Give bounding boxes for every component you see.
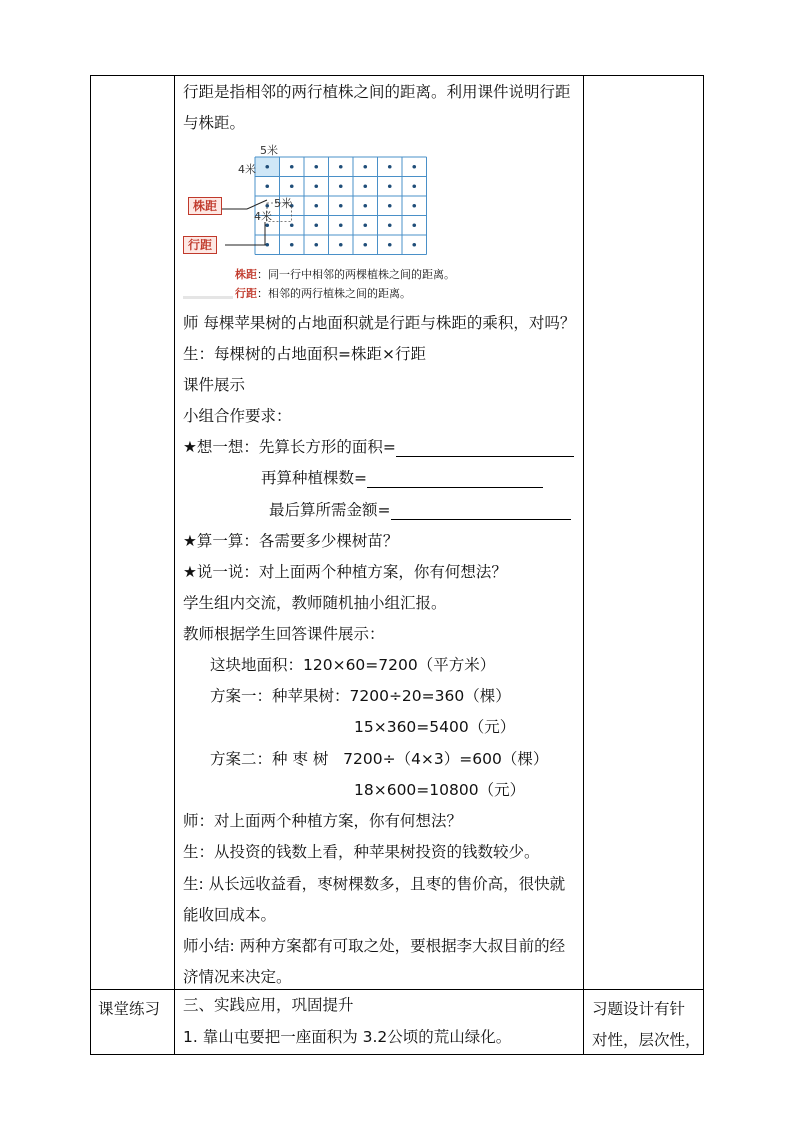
tree-dot xyxy=(388,165,392,169)
tree-dot xyxy=(314,223,318,227)
calc-line: 方案二：种 枣 树 7200÷（4×3）=600（棵） xyxy=(210,750,549,768)
body-line: 教师根据学生回答课件展示： xyxy=(183,625,385,643)
tree-dot xyxy=(290,223,294,227)
body-line xyxy=(183,437,574,457)
body-line: 学生组内交流，教师随机抽小组汇报。 xyxy=(183,594,447,612)
calc-line: 18×600=10800（元） xyxy=(354,781,526,799)
calc-line: 15×360=5400（元） xyxy=(354,718,516,736)
table-top-border xyxy=(90,75,704,76)
row-label-classroom-practice: 课堂练习 xyxy=(98,1000,161,1018)
row-divider xyxy=(90,989,704,990)
intro-line: 行距是指相邻的两行植株之间的距离。利用课件说明行距 xyxy=(183,83,571,101)
dimension-label-inner-left: 4米 xyxy=(254,210,272,223)
tree-dot xyxy=(388,204,392,208)
tree-dot xyxy=(314,165,318,169)
tree-dot xyxy=(339,223,343,227)
body-line: 济情况来决定。 xyxy=(183,968,292,986)
tree-dot xyxy=(363,223,367,227)
design-note: 习题设计有针 xyxy=(592,1000,686,1018)
answer-blank xyxy=(396,440,574,457)
tree-dot xyxy=(290,184,294,188)
tree-dot xyxy=(363,243,367,247)
body-line: ★说一说：对上面两个种植方案，你有何想法？ xyxy=(183,563,507,581)
pointer-line-plant xyxy=(222,200,267,209)
dimension-label-top: 5米 xyxy=(260,144,278,157)
fill-in-prompt: ★想一想：先算长方形的面积= xyxy=(183,438,396,456)
legend-text: ：相邻的两行植株之间的距离。 xyxy=(257,287,411,300)
tree-dot xyxy=(290,243,294,247)
tree-dot xyxy=(388,223,392,227)
body-line: 师 每棵苹果树的占地面积就是行距与株距的乘积，对吗？ xyxy=(183,314,576,332)
legend-row-spacing xyxy=(235,287,411,301)
section-heading: 三、实践应用，巩固提升 xyxy=(183,996,354,1014)
legend-key: 行距 xyxy=(235,287,257,300)
dimension-label-inner-top: 5米 xyxy=(274,197,292,210)
tree-dot xyxy=(363,184,367,188)
table-left-border xyxy=(90,75,91,1055)
intro-line: 与株距。 xyxy=(183,114,246,132)
tree-dot xyxy=(339,204,343,208)
tree-dot xyxy=(412,243,416,247)
calc-line: 方案一：种苹果树：7200÷20=360（棵） xyxy=(210,687,511,705)
tree-dot xyxy=(314,243,318,247)
table-bottom-border xyxy=(90,1054,704,1055)
tree-dot xyxy=(363,204,367,208)
legend-band xyxy=(183,296,233,299)
row-spacing-diagram xyxy=(180,142,480,304)
tree-dot xyxy=(265,165,269,169)
design-note: 对性，层次性， xyxy=(592,1031,701,1049)
tree-dot xyxy=(339,165,343,169)
dimension-label-left: 4米 xyxy=(238,163,256,176)
tree-dot xyxy=(388,184,392,188)
legend-plant-spacing xyxy=(235,268,455,282)
tree-dot xyxy=(290,165,294,169)
column-divider-2 xyxy=(583,75,584,1055)
column-divider-1 xyxy=(174,75,175,1055)
tree-dot xyxy=(265,184,269,188)
body-line: 师小结: 两种方案都有可取之处，要根据李大叔目前的经 xyxy=(183,937,566,955)
pointer-line-row xyxy=(225,222,265,245)
label-plant-spacing: 株距 xyxy=(188,197,222,215)
body-line: 小组合作要求： xyxy=(183,407,292,425)
fill-in-prompt: 再算种植棵数= xyxy=(261,469,367,487)
body-line: ★算一算：各需要多少棵树苗？ xyxy=(183,532,399,550)
legend-text: ：同一行中相邻的两棵植株之间的距离。 xyxy=(257,268,455,281)
legend-key: 株距 xyxy=(235,268,257,281)
calc-line: 这块地面积：120×60=7200（平方米） xyxy=(210,656,496,674)
tree-dot xyxy=(412,204,416,208)
tree-dot xyxy=(314,204,318,208)
body-line xyxy=(269,500,571,520)
answer-blank xyxy=(367,471,543,488)
table-right-border xyxy=(703,75,704,1055)
body-line: 能收回成本。 xyxy=(183,906,277,924)
body-line: 生：每棵树的占地面积=株距×行距 xyxy=(183,345,426,363)
tree-dot xyxy=(265,243,269,247)
tree-dot xyxy=(388,243,392,247)
body-line: 生: 从长远收益看，枣树棵数多，且枣的售价高，很快就 xyxy=(183,875,566,893)
body-line: 师：对上面两个种植方案，你有何想法？ xyxy=(183,812,463,830)
tree-dot xyxy=(363,165,367,169)
exercise-line: 1. 靠山屯要把一座面积为 3.2公顷的荒山绿化。 xyxy=(183,1028,512,1046)
body-line: 生：从投资的钱数上看，种苹果树投资的钱数较少。 xyxy=(183,843,540,861)
tree-dot xyxy=(412,223,416,227)
tree-dot xyxy=(339,184,343,188)
tree-dot xyxy=(412,184,416,188)
tree-dot xyxy=(339,243,343,247)
tree-dot xyxy=(314,184,318,188)
body-line: 课件展示 xyxy=(183,376,246,394)
body-line xyxy=(261,468,543,488)
answer-blank xyxy=(391,503,571,520)
label-row-spacing: 行距 xyxy=(183,236,217,254)
tree-dot xyxy=(412,165,416,169)
fill-in-prompt: 最后算所需金额= xyxy=(269,501,391,519)
